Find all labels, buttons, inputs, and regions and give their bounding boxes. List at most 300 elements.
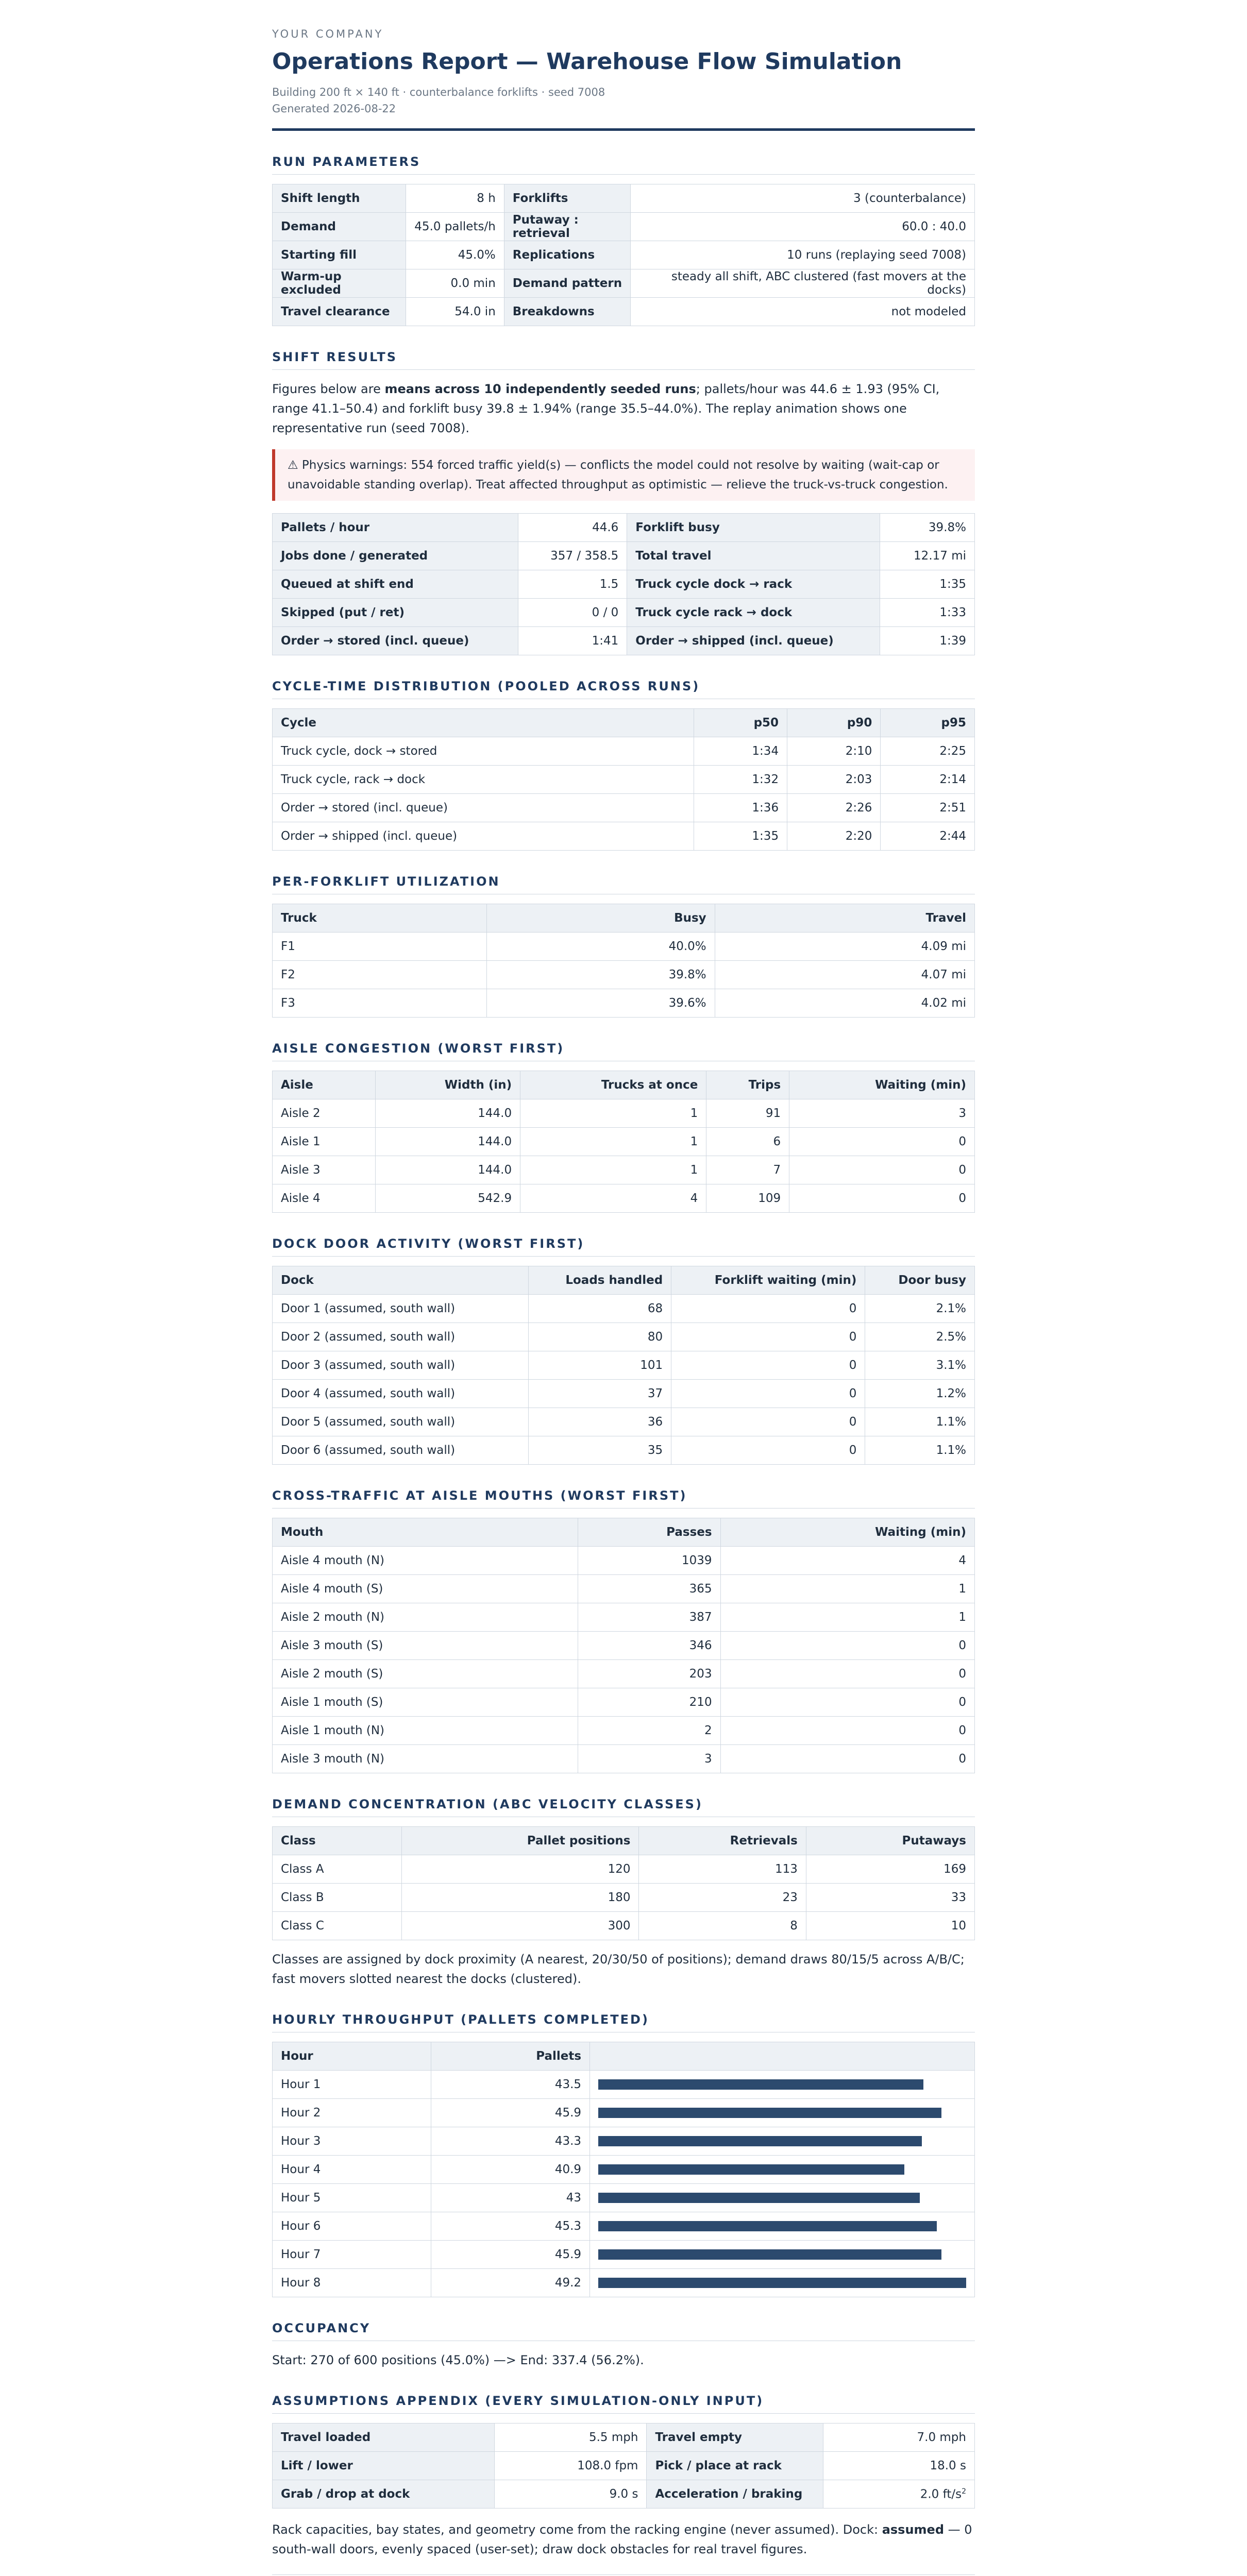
cycle-time-section xyxy=(272,679,975,851)
table-cell: 91 xyxy=(706,1099,789,1128)
table-cell: Aisle 4 xyxy=(273,1184,376,1213)
table-row xyxy=(273,822,975,851)
cycle-time-table xyxy=(272,708,975,851)
table-cell: Aisle 3 mouth (S) xyxy=(273,1632,578,1660)
param-label: Breakdowns xyxy=(504,298,630,326)
table-row xyxy=(273,213,975,241)
param-value: steady all shift, ABC clustered (fast movers at the docks) xyxy=(631,269,975,298)
table-cell: 0 xyxy=(671,1380,865,1408)
table-cell: Door 5 (assumed, south wall) xyxy=(273,1408,529,1436)
table-cell: 0 xyxy=(720,1745,974,1773)
table-cell: 1:34 xyxy=(694,737,787,766)
throughput-bar xyxy=(598,2136,922,2146)
hour-label: Hour 7 xyxy=(273,2241,431,2269)
param-value: 3 (counterbalance) xyxy=(631,184,975,213)
param-label: Acceleration / braking xyxy=(647,2480,823,2509)
table-cell: 0 xyxy=(671,1323,865,1351)
param-value: 0 / 0 xyxy=(518,599,627,627)
table-row xyxy=(273,989,975,1018)
column-header: Waiting (min) xyxy=(720,1518,974,1547)
param-label: Shift length xyxy=(273,184,406,213)
param-value: 45.0 pallets/h xyxy=(406,213,504,241)
column-header: Pallets xyxy=(431,2042,590,2071)
throughput-bar-cell xyxy=(590,2241,975,2269)
table-cell: 0 xyxy=(789,1156,975,1184)
shift-results-table xyxy=(272,513,975,655)
shift-results-section xyxy=(272,350,975,655)
throughput-bar-cell xyxy=(590,2184,975,2212)
throughput-bar xyxy=(598,2193,920,2203)
aisle-congestion-table xyxy=(272,1071,975,1213)
assumptions-heading: ASSUMPTIONS APPENDIX (EVERY SIMULATION-ONLY INPUT) xyxy=(272,2394,975,2414)
param-value: 0.0 min xyxy=(406,269,504,298)
table-cell: 1:36 xyxy=(694,794,787,822)
throughput-bar xyxy=(598,2278,966,2288)
column-header: Cycle xyxy=(273,709,694,737)
table-cell: 0 xyxy=(671,1408,865,1436)
table-cell: 40.0% xyxy=(486,933,715,961)
utilization-heading: PER-FORKLIFT UTILIZATION xyxy=(272,874,975,894)
company-name: YOUR COMPANY xyxy=(272,28,384,40)
param-value: 1:33 xyxy=(880,599,974,627)
table-cell: 33 xyxy=(806,1884,974,1912)
table-row xyxy=(273,514,975,542)
table-cell: 113 xyxy=(639,1855,806,1884)
throughput-bar-cell xyxy=(590,2156,975,2184)
param-label: Forklift busy xyxy=(627,514,880,542)
shift-results-intro xyxy=(272,379,975,438)
param-label: Queued at shift end xyxy=(273,570,518,599)
hour-label: Hour 3 xyxy=(273,2127,431,2156)
assumptions-table xyxy=(272,2423,975,2509)
table-row xyxy=(273,1323,975,1351)
dock-doors-table xyxy=(272,1266,975,1465)
cross-traffic-heading: CROSS-TRAFFIC AT AISLE MOUTHS (WORST FIRST) xyxy=(272,1488,975,1509)
param-value: 12.17 mi xyxy=(880,542,974,570)
param-value: 357 / 358.5 xyxy=(518,542,627,570)
table-cell: Door 4 (assumed, south wall) xyxy=(273,1380,529,1408)
table-cell: Truck cycle, rack → dock xyxy=(273,766,694,794)
header-row xyxy=(273,904,975,933)
column-header: Truck xyxy=(273,904,487,933)
pallets-value: 49.2 xyxy=(431,2269,590,2297)
table-row xyxy=(273,961,975,989)
column-header: Putaways xyxy=(806,1827,974,1855)
table-row xyxy=(273,570,975,599)
param-label: Truck cycle rack → dock xyxy=(627,599,880,627)
throughput-bar xyxy=(598,2108,941,2118)
table-cell: 144.0 xyxy=(376,1128,520,1156)
column-header: p90 xyxy=(787,709,881,737)
param-value: 54.0 in xyxy=(406,298,504,326)
pallets-value: 40.9 xyxy=(431,2156,590,2184)
param-label: Truck cycle dock → rack xyxy=(627,570,880,599)
param-value: 1:39 xyxy=(880,627,974,655)
table-cell: Aisle 4 mouth (N) xyxy=(273,1547,578,1575)
aisle-congestion-heading: AISLE CONGESTION (WORST FIRST) xyxy=(272,1041,975,1061)
table-cell: Class C xyxy=(273,1912,402,1940)
column-header: Busy xyxy=(486,904,715,933)
table-cell: Door 2 (assumed, south wall) xyxy=(273,1323,529,1351)
table-cell: 1 xyxy=(720,1575,974,1603)
throughput-bar-cell xyxy=(590,2269,975,2297)
table-cell: 4 xyxy=(520,1184,706,1213)
table-cell: 4 xyxy=(720,1547,974,1575)
table-cell: Truck cycle, dock → stored xyxy=(273,737,694,766)
accel-exponent: 2 xyxy=(962,2487,966,2496)
param-label: Pick / place at rack xyxy=(647,2452,823,2480)
table-cell: Door 3 (assumed, south wall) xyxy=(273,1351,529,1380)
pallets-value: 43.5 xyxy=(431,2071,590,2099)
table-cell: 39.6% xyxy=(486,989,715,1018)
table-row xyxy=(273,1575,975,1603)
physics-warning-banner: ⚠ Physics warnings: 554 forced traffic yield(s) — conflicts the model could not resolve by waiting (wait-cap or unavoidable standing overlap). Treat affected throughput as optimistic — relieve the truck-vs-truck congestion. xyxy=(272,449,975,501)
header-divider xyxy=(272,128,975,131)
param-label: Starting fill xyxy=(273,241,406,269)
param-label: Replications xyxy=(504,241,630,269)
column-header: Trucks at once xyxy=(520,1071,706,1099)
column-header: Dock xyxy=(273,1266,529,1295)
throughput-bar xyxy=(598,2164,904,2175)
occupancy-heading: OCCUPANCY xyxy=(272,2321,975,2341)
param-label: Total travel xyxy=(627,542,880,570)
table-row xyxy=(273,794,975,822)
table-cell: Door 6 (assumed, south wall) xyxy=(273,1436,529,1465)
table-cell: 2:44 xyxy=(881,822,975,851)
param-label: Pallets / hour xyxy=(273,514,518,542)
run-parameters-section xyxy=(272,155,975,326)
param-value: 9.0 s xyxy=(494,2480,647,2509)
table-cell: Aisle 2 xyxy=(273,1099,376,1128)
table-row xyxy=(273,542,975,570)
throughput-bar xyxy=(598,2221,937,2231)
table-cell: 3.1% xyxy=(865,1351,975,1380)
column-header: Forklift waiting (min) xyxy=(671,1266,865,1295)
header-row xyxy=(273,1518,975,1547)
param-label: Putaway : retrieval xyxy=(504,213,630,241)
column-header: Loads handled xyxy=(529,1266,671,1295)
column-header: Hour xyxy=(273,2042,431,2071)
table-cell: 4.09 mi xyxy=(715,933,974,961)
intro-text-rest: ; pallets/hour was 44.6 ± 1.93 (95% CI, range 41.1–50.4) and forklift busy 39.8 ± 1.94% (range 35.5–44.0%). The replay animation shows one representative run (seed 7008). xyxy=(272,382,940,435)
table-row xyxy=(273,1156,975,1184)
param-label: Forklifts xyxy=(504,184,630,213)
run-parameters-heading: RUN PARAMETERS xyxy=(272,155,975,175)
table-row xyxy=(273,1912,975,1940)
hour-label: Hour 2 xyxy=(273,2099,431,2127)
param-value: 108.0 fpm xyxy=(494,2452,647,2480)
table-cell: Aisle 3 xyxy=(273,1156,376,1184)
table-row xyxy=(273,1184,975,1213)
table-cell: Aisle 4 mouth (S) xyxy=(273,1575,578,1603)
table-cell: 3 xyxy=(578,1745,720,1773)
table-cell: 2:25 xyxy=(881,737,975,766)
shift-results-heading: SHIFT RESULTS xyxy=(272,350,975,370)
table-row xyxy=(273,2480,975,2509)
table-cell: 1.2% xyxy=(865,1380,975,1408)
table-cell: 1 xyxy=(720,1603,974,1632)
table-cell: 0 xyxy=(671,1351,865,1380)
throughput-bar-cell xyxy=(590,2099,975,2127)
table-row xyxy=(273,269,975,298)
table-cell: 35 xyxy=(529,1436,671,1465)
table-row xyxy=(273,2452,975,2480)
table-cell: F1 xyxy=(273,933,487,961)
occupancy-text: Start: 270 of 600 positions (45.0%) —> End: 337.4 (56.2%). xyxy=(272,2353,644,2367)
table-row xyxy=(273,1745,975,1773)
table-cell: 0 xyxy=(671,1295,865,1323)
table-cell: 8 xyxy=(639,1912,806,1940)
hour-label: Hour 4 xyxy=(273,2156,431,2184)
table-cell: 180 xyxy=(401,1884,639,1912)
assumptions-note-rest: — 0 south-wall doors, evenly spaced (user-set); draw dock obstacles for real travel figures. xyxy=(272,2522,972,2556)
table-cell: 4.07 mi xyxy=(715,961,974,989)
table-cell: 2.5% xyxy=(865,1323,975,1351)
param-value: 39.8% xyxy=(880,514,974,542)
column-header: Width (in) xyxy=(376,1071,520,1099)
table-cell: 144.0 xyxy=(376,1156,520,1184)
table-cell: 120 xyxy=(401,1855,639,1884)
table-row xyxy=(273,1436,975,1465)
table-cell: 2 xyxy=(578,1717,720,1745)
table-cell: 1 xyxy=(520,1156,706,1184)
hour-label: Hour 1 xyxy=(273,2071,431,2099)
pallets-value: 43 xyxy=(431,2184,590,2212)
table-cell: 1.1% xyxy=(865,1408,975,1436)
table-row xyxy=(273,2156,975,2184)
table-row xyxy=(273,627,975,655)
table-cell: F2 xyxy=(273,961,487,989)
table-cell: Class B xyxy=(273,1884,402,1912)
table-cell: 68 xyxy=(529,1295,671,1323)
table-cell: 23 xyxy=(639,1884,806,1912)
throughput-bar-cell xyxy=(590,2127,975,2156)
table-cell: Class A xyxy=(273,1855,402,1884)
header-row xyxy=(273,1266,975,1295)
pallets-value: 45.9 xyxy=(431,2099,590,2127)
demand-section xyxy=(272,1797,975,1989)
column-header: Travel xyxy=(715,904,974,933)
accel-value: 2.0 ft/s xyxy=(920,2487,962,2501)
table-cell: 2:26 xyxy=(787,794,881,822)
throughput-bar xyxy=(598,2249,941,2260)
table-row xyxy=(273,1128,975,1156)
table-row xyxy=(273,241,975,269)
table-cell: 39.8% xyxy=(486,961,715,989)
table-cell: 109 xyxy=(706,1184,789,1213)
table-cell: 7 xyxy=(706,1156,789,1184)
table-row xyxy=(273,2269,975,2297)
table-cell: 169 xyxy=(806,1855,974,1884)
report-page xyxy=(272,0,975,2576)
param-value: 7.0 mph xyxy=(823,2424,974,2452)
param-value: not modeled xyxy=(631,298,975,326)
demand-note: Classes are assigned by dock proximity (A nearest, 20/30/50 of positions); demand draws 80/15/5 across A/B/C; fast movers slotted nearest the docks (clustered). xyxy=(272,1952,965,1986)
table-row xyxy=(273,1351,975,1380)
param-label: Demand pattern xyxy=(504,269,630,298)
hourly-section xyxy=(272,2012,975,2297)
table-cell: 2:20 xyxy=(787,822,881,851)
table-row xyxy=(273,1688,975,1717)
run-parameters-table xyxy=(272,184,975,326)
column-header: Trips xyxy=(706,1071,789,1099)
pallets-value: 43.3 xyxy=(431,2127,590,2156)
table-cell: 1039 xyxy=(578,1547,720,1575)
hourly-table xyxy=(272,2042,975,2297)
table-row xyxy=(273,599,975,627)
cross-traffic-section xyxy=(272,1488,975,1773)
column-header: Aisle xyxy=(273,1071,376,1099)
footer-divider xyxy=(272,2574,975,2575)
table-row xyxy=(273,1380,975,1408)
table-cell: 0 xyxy=(789,1184,975,1213)
table-cell: 3 xyxy=(789,1099,975,1128)
header-row xyxy=(273,709,975,737)
table-row xyxy=(273,2212,975,2241)
header-row xyxy=(273,2042,975,2071)
table-cell: 80 xyxy=(529,1323,671,1351)
assumptions-note xyxy=(272,2520,975,2559)
table-row xyxy=(273,2184,975,2212)
param-value: 18.0 s xyxy=(823,2452,974,2480)
table-row xyxy=(273,2424,975,2452)
table-cell: 1:32 xyxy=(694,766,787,794)
param-label: Jobs done / generated xyxy=(273,542,518,570)
table-cell: Aisle 1 xyxy=(273,1128,376,1156)
table-row xyxy=(273,737,975,766)
param-label: Travel loaded xyxy=(273,2424,495,2452)
hour-label: Hour 6 xyxy=(273,2212,431,2241)
cycle-time-heading: CYCLE-TIME DISTRIBUTION (POOLED ACROSS RUNS) xyxy=(272,679,975,699)
column-header: Door busy xyxy=(865,1266,975,1295)
table-row xyxy=(273,933,975,961)
table-cell: Aisle 2 mouth (N) xyxy=(273,1603,578,1632)
table-cell: 387 xyxy=(578,1603,720,1632)
table-row xyxy=(273,2099,975,2127)
param-value: 1:41 xyxy=(518,627,627,655)
table-cell: 1.1% xyxy=(865,1436,975,1465)
table-cell: 0 xyxy=(671,1436,865,1465)
table-cell: 1 xyxy=(520,1128,706,1156)
column-header: Passes xyxy=(578,1518,720,1547)
generated-date: Generated 2026-08-22 xyxy=(272,103,396,115)
table-cell: Aisle 2 mouth (S) xyxy=(273,1660,578,1688)
throughput-bar-cell xyxy=(590,2212,975,2241)
page-title: Operations Report — Warehouse Flow Simulation xyxy=(272,48,902,75)
param-value: 1:35 xyxy=(880,570,974,599)
hourly-heading: HOURLY THROUGHPUT (PALLETS COMPLETED) xyxy=(272,2012,975,2032)
table-cell: 0 xyxy=(720,1660,974,1688)
table-cell: 6 xyxy=(706,1128,789,1156)
table-cell: 101 xyxy=(529,1351,671,1380)
table-row xyxy=(273,1547,975,1575)
table-cell: 1 xyxy=(520,1099,706,1128)
table-row xyxy=(273,1099,975,1128)
table-row xyxy=(273,1295,975,1323)
table-row xyxy=(273,184,975,213)
param-label: Order → stored (incl. queue) xyxy=(273,627,518,655)
table-cell: 0 xyxy=(720,1688,974,1717)
occupancy-section xyxy=(272,2321,975,2370)
column-header: p50 xyxy=(694,709,787,737)
throughput-bar-cell xyxy=(590,2071,975,2099)
table-cell: 210 xyxy=(578,1688,720,1717)
pallets-value: 45.3 xyxy=(431,2212,590,2241)
column-header: p95 xyxy=(881,709,975,737)
table-row xyxy=(273,1408,975,1436)
param-label: Lift / lower xyxy=(273,2452,495,2480)
table-cell: 10 xyxy=(806,1912,974,1940)
table-cell: Order → stored (incl. queue) xyxy=(273,794,694,822)
column-header: Mouth xyxy=(273,1518,578,1547)
table-row xyxy=(273,1884,975,1912)
table-row xyxy=(273,298,975,326)
table-row xyxy=(273,2241,975,2269)
hour-label: Hour 5 xyxy=(273,2184,431,2212)
table-cell: 0 xyxy=(789,1128,975,1156)
pallets-value: 45.9 xyxy=(431,2241,590,2269)
assumptions-section xyxy=(272,2394,975,2559)
table-cell: 0 xyxy=(720,1632,974,1660)
table-cell: 2:51 xyxy=(881,794,975,822)
utilization-table xyxy=(272,904,975,1018)
table-cell: 2:14 xyxy=(881,766,975,794)
param-value: 44.6 xyxy=(518,514,627,542)
table-cell: 365 xyxy=(578,1575,720,1603)
param-value: 10 runs (replaying seed 7008) xyxy=(631,241,975,269)
column-header xyxy=(590,2042,975,2071)
param-label: Warm-up excluded xyxy=(273,269,406,298)
param-value: 1.5 xyxy=(518,570,627,599)
table-row xyxy=(273,2071,975,2099)
param-value xyxy=(823,2480,974,2509)
table-cell: 2:03 xyxy=(787,766,881,794)
table-row xyxy=(273,1855,975,1884)
table-cell: Aisle 1 mouth (S) xyxy=(273,1688,578,1717)
dock-doors-section xyxy=(272,1236,975,1465)
table-cell: Door 1 (assumed, south wall) xyxy=(273,1295,529,1323)
intro-text: Figures below are xyxy=(272,382,385,396)
throughput-bar xyxy=(598,2079,923,2090)
table-cell: Aisle 3 mouth (N) xyxy=(273,1745,578,1773)
table-row xyxy=(273,1632,975,1660)
dock-doors-heading: DOCK DOOR ACTIVITY (WORST FIRST) xyxy=(272,1236,975,1257)
param-label: Travel clearance xyxy=(273,298,406,326)
demand-table xyxy=(272,1826,975,1940)
table-cell: 37 xyxy=(529,1380,671,1408)
table-cell: 144.0 xyxy=(376,1099,520,1128)
demand-heading: DEMAND CONCENTRATION (ABC VELOCITY CLASSES) xyxy=(272,1797,975,1817)
table-cell: 300 xyxy=(401,1912,639,1940)
table-cell: 36 xyxy=(529,1408,671,1436)
column-header: Class xyxy=(273,1827,402,1855)
table-cell: 203 xyxy=(578,1660,720,1688)
header-row xyxy=(273,1071,975,1099)
param-label: Grab / drop at dock xyxy=(273,2480,495,2509)
table-cell: 542.9 xyxy=(376,1184,520,1213)
table-cell: F3 xyxy=(273,989,487,1018)
table-row xyxy=(273,1603,975,1632)
hour-label: Hour 8 xyxy=(273,2269,431,2297)
intro-emphasis: means across 10 independently seeded runs xyxy=(384,382,696,396)
table-row xyxy=(273,1717,975,1745)
utilization-section xyxy=(272,874,975,1018)
aisle-congestion-section xyxy=(272,1041,975,1213)
assumptions-note-text: Rack capacities, bay states, and geometry come from the racking engine (never assumed). Dock: xyxy=(272,2522,882,2537)
param-label: Skipped (put / ret) xyxy=(273,599,518,627)
cross-traffic-table xyxy=(272,1518,975,1773)
param-label: Demand xyxy=(273,213,406,241)
